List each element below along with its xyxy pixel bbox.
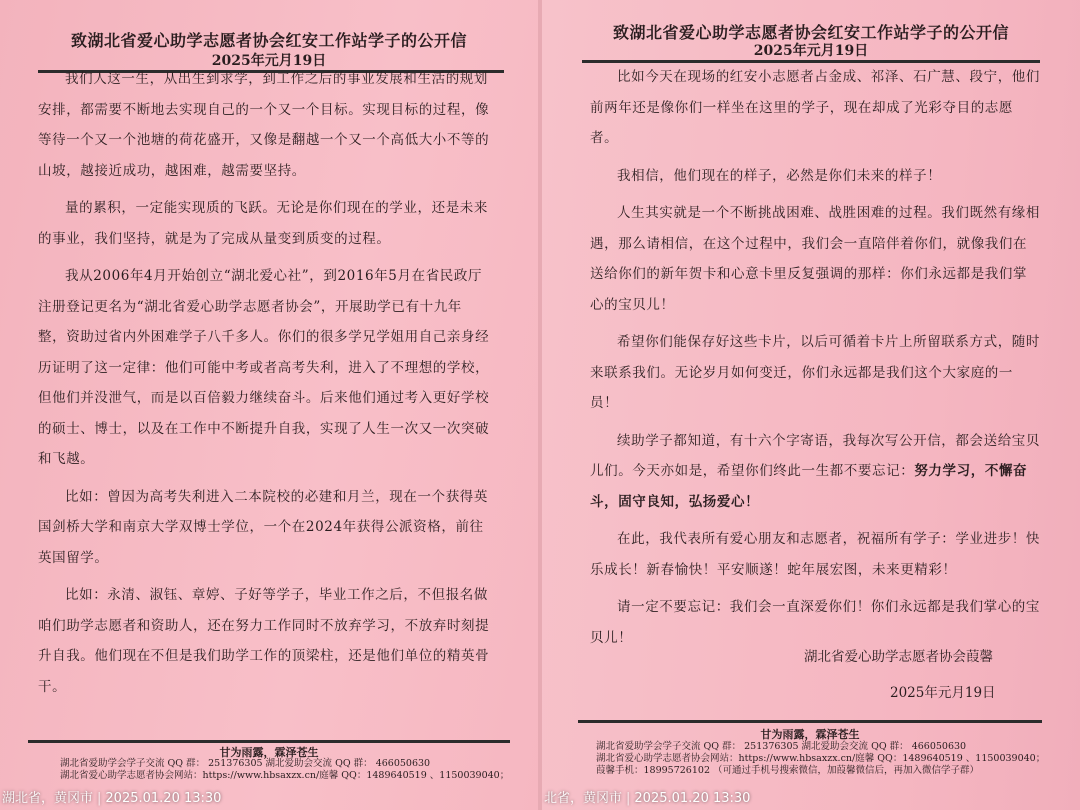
footer-motto: 甘为雨露，霖泽苍生	[760, 728, 860, 741]
paragraph: 在此，我代表所有爱心朋友和志愿者，祝福所有学子：学业进步！快乐成长！新春愉快！平安顺遂！蛇年展宏图，未来更精彩！	[590, 531, 1040, 578]
footer-line: 湖北省爱心助学志愿者协会网站：https://www.hbsaxzx.cn/庭馨 QQ：1489640519 、1150039040；	[60, 770, 510, 781]
paragraph	[590, 426, 1040, 518]
paragraph-text: 续助学子都知道，有十六个字寄语，我每次写公开信，都会送给宝贝儿们。今天亦如是，希望你们终此一生都不要忘记：	[590, 432, 1040, 479]
stamp-time: 2025.01.20 13:30	[105, 791, 222, 806]
footer-contacts	[60, 758, 530, 782]
signature: 湖北省爱心助学志愿者协会葭馨	[804, 649, 993, 665]
letter-body	[590, 62, 1040, 660]
paragraph: 请一定不要忘记：我们会一直深爱你们！你们永远都是我们掌心的宝贝儿！	[590, 599, 1040, 646]
paragraph: 比如：永清、淑钰、章婷、子好等学子，毕业工作之后，不但报名做咱们助学志愿者和资助人，还在努力工作同时不放弃学习，不放弃时刻提升自我。他们现在不但是我们助学工作的顶梁柱，还是他们单位的精英骨干。	[38, 587, 490, 695]
paragraph: 人生其实就是一个不断挑战困难、战胜困难的过程。我们既然有缘相遇，那么请相信，在这个过程中，我们会一直陪伴着你们，就像我们在送给你们的新年贺卡和心意卡里反复强调的那样：你们永远都是我们掌心的宝贝儿！	[590, 205, 1040, 313]
paragraph: 希望你们能保存好这些卡片，以后可循着卡片上所留联系方式，随时来联系我们。无论岁月如何变迁，你们永远都是我们这个大家庭的一员！	[590, 334, 1040, 411]
letter-date: 2025年元月19日	[753, 43, 869, 59]
paragraph: 比如今天在现场的红安小志愿者占金成、祁泽、石广慧、段宁，他们前两年还是像你们一样坐在这里的学子，现在却成了光彩夺目的志愿者。	[590, 69, 1040, 146]
right-page	[542, 0, 1080, 810]
location-time-stamp: 北省，黄冈市 | 2025.01.20 13:30	[544, 791, 751, 806]
letter-date: 2025年元月19日	[211, 53, 327, 69]
paragraph: 量的累积，一定能实现质的飞跃。无论是你们现在的学业，还是未来的事业，我们坚持，就是为了完成从量变到质变的过程。	[38, 200, 488, 247]
letter-title: 致湖北省爱心助学志愿者协会红安工作站学子的公开信	[612, 23, 1009, 42]
letter-title: 致湖北省爱心助学志愿者协会红安工作站学子的公开信	[70, 31, 467, 50]
location-time-stamp: 湖北省，黄冈市 | 2025.01.20 13:30	[2, 791, 222, 806]
footer-line: 葭馨手机：18995726102 （可通过手机号搜索微信，加葭馨微信后，再加入微信学子群）	[596, 765, 980, 776]
letter-body	[38, 64, 490, 709]
bold-motto: 不懈奋斗，固守良知，弘扬爱心！	[590, 463, 1028, 510]
footer-line: 湖北省爱助学会学子交流 QQ 群： 251376305 湖北爱助会交流 QQ 群： 466050630	[596, 741, 967, 752]
footer-rule	[578, 720, 1042, 723]
footer-motto: 甘为雨露，霖泽苍生	[219, 746, 319, 759]
paragraph: 我们人这一生，从出生到求学，到工作之后的事业发展和生活的规划安排，都需要不断地去实现自己的一个又一个目标。实现目标的过程，像等待一个又一个池塘的荷花盛开，又像是翻越一个又一个高低大小不等的山坡，越接近成功，越困难，越需要坚持。	[38, 71, 490, 179]
footer-line: 湖北省爱心助学志愿者协会网站：https://www.hbsaxzx.cn/庭馨 QQ：1489640519 、1150039040；	[596, 753, 1046, 764]
left-page	[0, 0, 538, 810]
stamp-place: 北省，黄冈市	[544, 791, 623, 806]
paragraph: 比如：曾因为高考失利进入二本院校的必建和月兰，现在一个获得英国剑桥大学和南京大学双博士学位，一个在2024年获得公派资格，前往英国留学。	[38, 488, 488, 566]
stamp-place: 湖北省，黄冈市	[2, 791, 94, 806]
bold-motto: 努力学习，	[914, 463, 985, 479]
footer-rule	[28, 740, 510, 743]
paragraph: 我从2006年4月开始创立“湖北爱心社”，到2016年5月在省民政厅注册登记更名为“湖北省爱心助学志愿者协会”，开展助学已有十九年整，资助过省内外困难学子八千多人。你们的很多学兄学姐用自己亲身经历证明了这一定律：他们可能中考或者高考失利，进入了不理想的学校，但他们并没泄气，而是以百倍毅力继续奋斗。后来他们通过考入更好学校的硕士、博士，以及在工作中不断提升自我，实现了人生一次又一次突破和飞越。	[38, 268, 490, 467]
footer-line: 湖北省爱助学会学子交流 QQ 群： 251376305 湖北爱助会交流 QQ 群： 466050630	[60, 758, 431, 769]
stamp-time: 2025.01.20 13:30	[634, 791, 751, 806]
paragraph: 我相信，他们现在的样子，必然是你们未来的样子！	[617, 167, 942, 184]
signature-date: 2025年元月19日	[890, 685, 996, 701]
footer-contacts	[596, 741, 1066, 777]
